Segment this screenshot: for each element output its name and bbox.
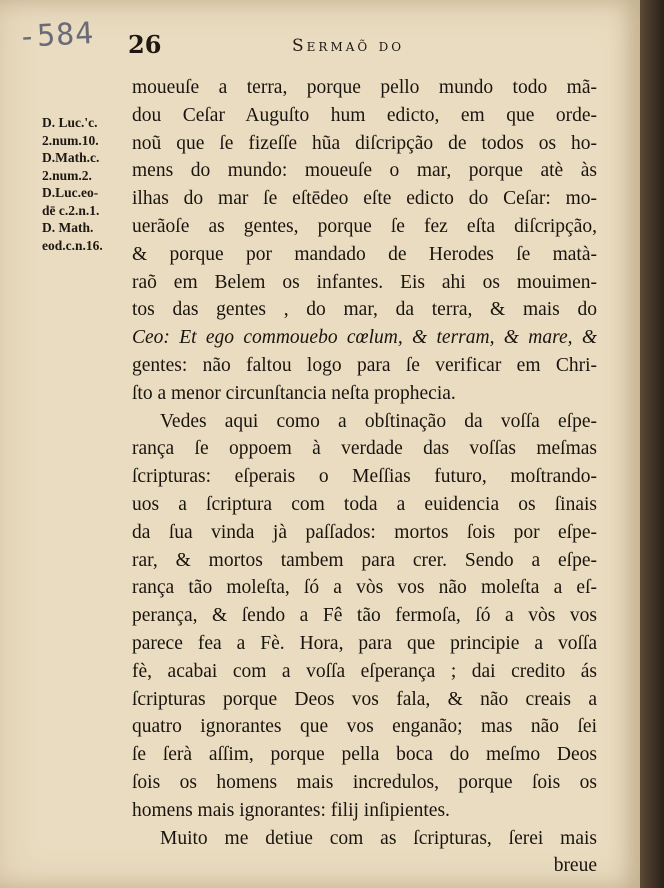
text-line: perança, & ſendo a Fê tão fermoſa, ſó a vòs vos	[132, 605, 597, 627]
catchword: breue	[553, 855, 597, 877]
text-line: ſois os homens mais incredulos, porque ſois os	[132, 771, 597, 793]
body-text	[132, 74, 597, 880]
text-line: moueuſe a terra, porque pello mundo todo mã-	[132, 77, 597, 98]
margin-note: D.Luc.eo-	[42, 185, 99, 200]
text-line: noũ que ſe fizeſſe hũa diſcripção de todos os ho-	[132, 132, 597, 154]
paragraph-start-line: Muito me detiue com as ſcripturas, ſerei mais	[160, 827, 597, 849]
text-line: gentes: não faltou logo para ſe verificar em Chri-	[132, 354, 597, 376]
text-line: raõ em Belem os infantes. Eis ahi os mouimen-	[132, 271, 597, 293]
text-line: & porque por mandado de Herodes ſe matà-	[132, 243, 597, 265]
text-line: rança ſe oppoem à verdade das voſſas meſmas	[132, 438, 597, 460]
margin-note: dē c.2.n.1.	[42, 202, 100, 218]
margin-note: D. Luc.'c.	[42, 115, 98, 130]
text-line: uerãoſe as gentes, porque ſe fez eſta diſcripção,	[132, 215, 597, 237]
text-line: ilhas do mar ſe eſtēdeo eſte edicto do Ceſar: mo-	[132, 188, 597, 210]
margin-references	[42, 114, 132, 254]
text-line: rança tão moleſta, ſó a vòs vos não moleſta a eſ-	[132, 577, 597, 599]
manuscript-page-number: -584	[17, 16, 96, 55]
text-line: quatro ignorantes que vos enganão; mas não ſei	[132, 716, 597, 738]
margin-note: 2.num.2.	[42, 167, 92, 183]
text-line: Ceo: Et ego commouebo cœlum, & terram, & mare, &	[132, 327, 597, 349]
margin-note: 2.num.10.	[42, 132, 99, 148]
margin-note: eod.c.n.16.	[42, 237, 103, 253]
text-line: tos das gentes , do mar, da terra, & mais do	[132, 299, 597, 321]
text-line: uos a ſcriptura com toda a euidencia os ſinais	[132, 493, 597, 515]
paragraph-start-line: Vedes aqui como a obſtinação da voſſa eſpe-	[160, 410, 597, 432]
text-line: ſcripturas: eſperais o Meſſias futuro, moſtrando-	[132, 466, 597, 488]
running-head: Sermaõ do	[292, 36, 405, 56]
text-line: parece fea a Fè. Hora, para que principie a voſſa	[132, 632, 597, 654]
text-line: ſcripturas porque Deos vos fala, & não creais a	[132, 688, 597, 710]
book-gutter	[640, 0, 664, 888]
text-line: homens mais ignorantes: filij inſipientes.	[132, 799, 450, 821]
text-line: mens do mundo: moueuſe o mar, porque atè às	[132, 160, 597, 182]
margin-note: D.Math.c.	[42, 150, 100, 165]
text-line: ſe ſerà aſſim, porque pella boca do meſmo Deos	[132, 744, 597, 766]
page-number: 26	[128, 30, 162, 59]
text-line: dou Ceſar Auguſto hum edicto, em que orde-	[132, 104, 597, 126]
text-line: rar, & mortos tambem para crer. Sendo a eſpe-	[132, 549, 597, 571]
text-line: ſto a menor circunſtancia neſta prophecia.	[132, 382, 456, 404]
margin-note: D. Math.	[42, 220, 94, 235]
text-line: fè, acabai com a voſſa eſperança ; dai credito ás	[132, 660, 597, 682]
text-line: da ſua vinda jà paſſados: mortos ſois por eſpe-	[132, 521, 597, 543]
